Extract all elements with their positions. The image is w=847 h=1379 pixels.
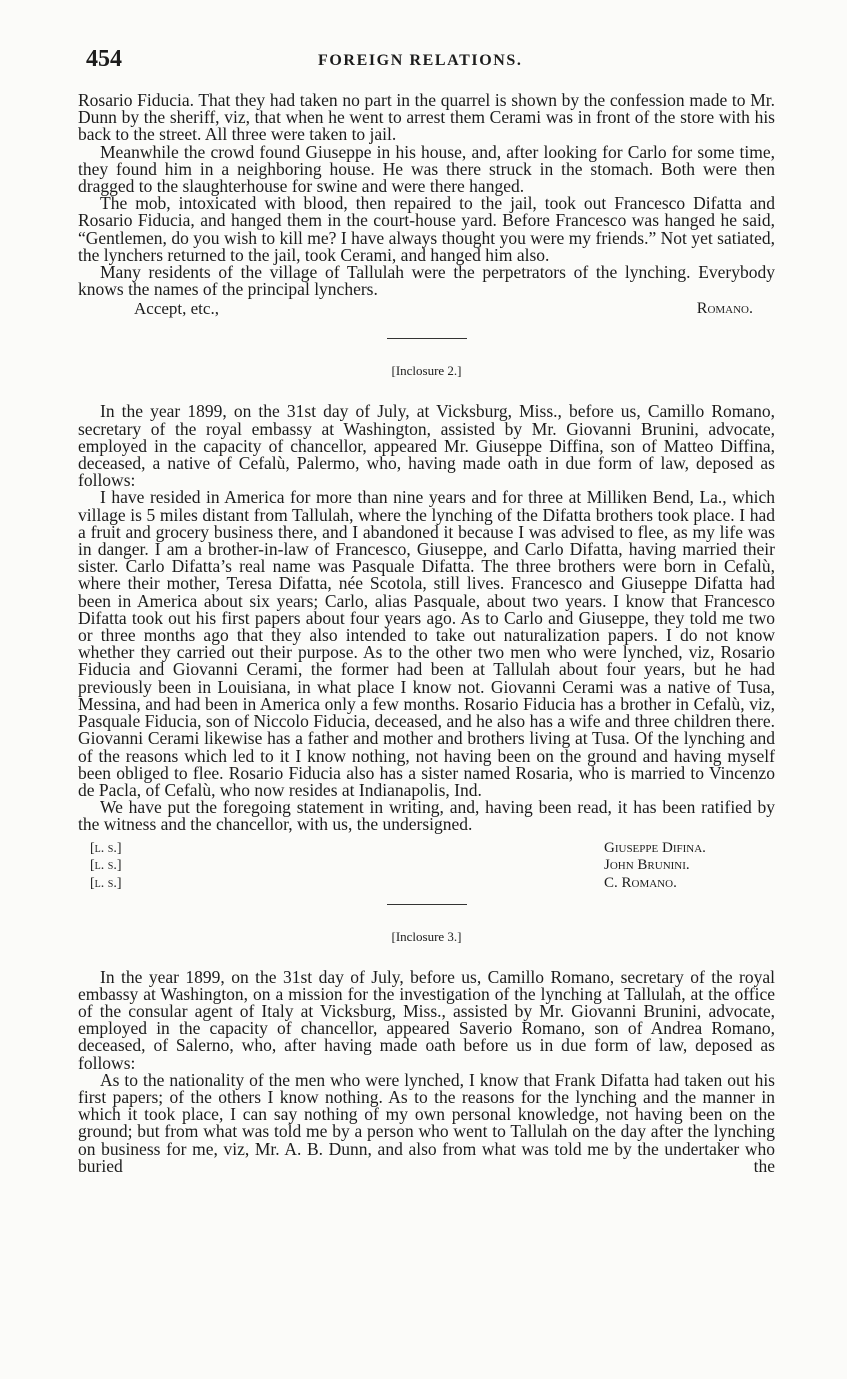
paragraph: Rosario Fiducia. That they had taken no part in the quarrel is shown by the confession made to Mr. Dunn by the sheriff, viz, that when he went to arrest them Cerami was in front of the store with his back to the street. All three were taken to jail.: [78, 90, 775, 145]
signatory-name: Giuseppe Difina.: [604, 839, 706, 856]
running-title: FOREIGN RELATIONS.: [318, 52, 523, 69]
paragraph: We have put the foregoing statement in writing, and, having been read, it has been ratified by the witness and the chancellor, with us, the undersigned.: [78, 797, 775, 835]
section-divider: [387, 338, 467, 339]
paragraph: The mob, intoxicated with blood, then repaired to the jail, took out Francesco Difatta and Rosario Fiducia, and hanged them in the court-house yard. Before Francesco was hanged he said, “Gentlemen, do you wish to kill me? I have always thought you were my friends.” Not yet satiated, the lynchers returned to the jail, took Cerami, and hanged him also.: [78, 193, 775, 265]
paragraph: Many residents of the village of Tallulah were the perpetrators of the lynching. Everybody knows the names of the principal lynchers.: [78, 262, 775, 300]
seal-mark: [l. s.]: [90, 840, 122, 856]
inclosure-3-heading: [Inclosure 3.]: [391, 928, 462, 944]
paragraph: As to the nationality of the men who were lynched, I know that Frank Difatta had taken out his first papers; of the others I know nothing. As to the reasons for the lynching and the manner in which it took place, I can say nothing of my own personal knowledge, not having been on the ground; but from what was told me by a person who went to Tallulah on the day after the lynching on business for me, viz, Mr. A. B. Dunn, and also from what was told me by the undertaker who buried the: [78, 1069, 775, 1176]
seal-mark: [l. s.]: [90, 858, 122, 874]
page-number: 454: [86, 46, 122, 72]
seal-column: [90, 840, 122, 893]
signatory-column: [604, 840, 706, 893]
signature-block: [78, 840, 775, 898]
paragraph: In the year 1899, on the 31st day of July, before us, Camillo Romano, secretary of the royal embassy at Washington, on a mission for the investigation of the lynching at Tallulah, at the office of the consular agent of Italy at Vicksburg, Miss., assisted by Mr. Giovanni Brunini, advocate, employed in the capacity of chancellor, appeared Saverio Romano, son of Andrea Romano, deceased, of Salerno, who, after having made oath before us in due form of law, deposed as follows:: [78, 966, 775, 1073]
seal-mark: [l. s.]: [90, 875, 122, 891]
running-header: [0, 44, 847, 78]
signatory-name: John Brunini.: [604, 857, 690, 874]
paragraph: In the year 1899, on the 31st day of July, at Vicksburg, Miss., before us, Camillo Romano, secretary of the royal embassy at Washington, assisted by Mr. Giovanni Brunini, advocate, employed in the capacity of chancellor, appeared Mr. Giuseppe Diffina, son of Matteo Diffina, deceased, a native of Cefalù, Palermo, who, having made oath in due form of law, deposed as follows:: [78, 401, 775, 491]
closing-row: [78, 300, 775, 318]
paragraph: I have resided in America for more than nine years and for three at Milliken Bend, La., which village is 5 miles distant from Tallulah, where the lynching of the Difatta brothers took place. I had a fruit and grocery business there, and I abandoned it because I was advised to flee, as my life was in danger. I am a brother-in-law of Francesco, Giuseppe, and Carlo Difatta, having married their sister. Carlo Difatta’s real name was Pasquale Difatta. The three brothers were born in Cefalù, where their mother, Teresa Difatta, née Scotola, still lives. Francesco and Giuseppe Difatta had been in America about six years; Carlo, alias Pasquale, about two years. I know that Francesco Difatta took out his first papers about four years ago. As to Carlo and Giuseppe, they told me two or three months ago that they also intended to take out naturalization papers. I do not know whether they carried out their purpose. As to the other two men who were lynched, viz, Rosario Fiducia and Giovanni Cerami, the former had been at Tallulah about four years, but he had previously been in Louisiana, in what place I know not. Giovanni Cerami was a native of Tusa, Messina, and had been in America only a few months. Rosario Fiducia has a brother in Cefalù, viz, Pasquale Fiducia, son of Niccolo Fiducia, deceased, and he also has a wife and three children there. Giovanni Cerami likewise has a father and mother and brothers living at Tusa. Of the lynching and of the reasons which led to it I know nothing, not having been on the ground and having myself been obliged to flee. Rosario Fiducia also has a sister named Rosaria, who is married to Vincenzo de Pacla, of Cefalù, who now resides at Indianapolis, Ind.: [78, 487, 775, 800]
inclosure-2-heading: [Inclosure 2.]: [391, 363, 462, 379]
signature-romano: Romano.: [696, 300, 753, 318]
section-letter-end: [78, 92, 775, 1175]
paragraph: Meanwhile the crowd found Giuseppe in his house, and, after looking for Carlo for some time, they found him in a neighboring house. He was there struck in the stomach. Both were then dragged to the slaughterhouse for swine and were there hanged.: [78, 141, 775, 197]
section-divider: [387, 904, 467, 905]
signatory-name: C. Romano.: [604, 874, 677, 891]
closing-text: Accept, etc.,: [134, 299, 219, 319]
